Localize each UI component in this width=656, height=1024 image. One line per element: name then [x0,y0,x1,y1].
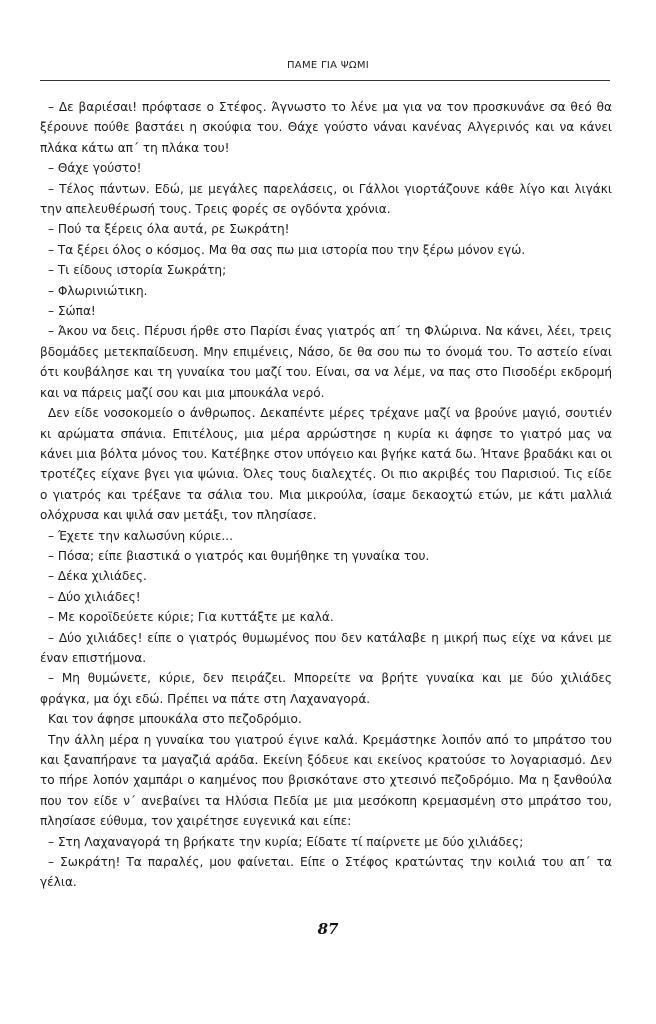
paragraph: – Έχετε την καλωσύνη κύριε... [48,528,233,543]
paragraph: Και τον άφησε μπουκάλα στο πεζοδρόμιο. [48,712,302,727]
paragraph: – Με κοροϊδεύετε κύριε; Για κυττάξτε με καλά. [48,610,334,625]
paragraph: – Τι είδους ιστορία Σωκράτη; [48,263,227,278]
body-text [40,97,612,893]
paragraph: – Σώπα! [48,304,96,319]
paragraph: – Πόσα; είπε βιαστικά ο γιατρός και θυμήθηκε τη γυναίκα του. [48,548,430,563]
paragraph: – Δύο χιλιάδες! είπε ο γιατρός θυμωμένος που δεν κατάλαβε η μικρή πως είχε να κάνει με έναν επιστήμονα. [40,630,612,665]
paragraph: – Φλωρινιώτικη. [48,283,148,298]
paragraph: – Δε βαριέσαι! πρόφτασε ο Στέφος. Άγνωστο το λένε μα για να τον προσκυνάνε σα θεό θα ξέρουνε πούθε βαστάει η σκούφια του. Θάχε γούστο νάναι κανένας Αλγερινός και να κάνει πλάκα κάτω απ΄ τη πλάκα του! [40,100,612,155]
page-number: 87 [317,920,339,938]
paragraph: – Άκου να δεις. Πέρυσι ήρθε στο Παρίσι ένας γιατρός απ΄ τη Φλώρινα. Να κάνει, λέει, τρεις βδομάδες μετεκπαίδευση. Μην επιμένεις, Νάσο, δε θα σου πω το όνομά του. Το αστείο είναι ότι κουβάλησε και τη γυναίκα του μαζί του. Είναι, σα να λέμε, να πας στο Πισοδέρι εκδρομή και να πάρεις μαζί σου και μια μπουκάλα νερό. [40,324,612,400]
paragraph: – Τα ξέρει όλος ο κόσμος. Μα θα σας πω μια ιστορία που την ξέρω μόνον εγώ. [48,242,526,257]
paragraph: – Θάχε γούστο! [48,161,142,176]
paragraph: – Τέλος πάντων. Εδώ, με μεγάλες παρελάσεις, οι Γάλλοι γιορτάζουνε κάθε λίγο και λιγάκι την απελευθέρωσή τους. Τρεις φορές σε ογδόντα χρόνια. [40,181,612,217]
running-head: ΠΑΜΕ ΓΙΑ ΨΩΜΙ [286,60,369,71]
header-rule [40,80,610,81]
paragraph: Δεν είδε νοσοκομείο ο άνθρωπος. Δεκαπέντε μέρες τρέχανε μαζί να βρούνε μαγιό, σουτιέν κι αρώματα σπάνια. Επιτέλους, μια μέρα αρρώστησε η κυρία κι άφησε το γιατρό μας να κάνει μια βόλτα μόνος του. Κατέβηκε στον υπόγειο και βγήκε κατά δω. Ήτανε βραδάκι και οι τροτέζες είχανε βγει για ψώνια. Όλες τους διαλεχτές. Οι πιο ακριβές του Παρισιού. Τις είδε ο γιατρός και τρέξανε τα σάλια του. Μια μικρούλα, ίσαμε δεκαοχτώ ετών, με κάτι μαλλιά ολόχρυσα και ψιλά σαν μετάξι, τον πλησίασε. [40,406,612,523]
paragraph: – Σωκράτη! Τα παραλές, μου φαίνεται. Είπε ο Στέφος κρατώντας την κοιλιά του απ΄ τα γέλια. [40,855,612,890]
paragraph: – Δέκα χιλιάδες. [48,569,147,584]
paragraph: – Στη Λαχαναγορά τη βρήκατε την κυρία; Είδατε τί παίρνετε με δύο χιλιάδες; [48,834,524,849]
paragraph: Την άλλη μέρα η γυναίκα του γιατρού έγινε καλά. Κρεμάστηκε λοιπόν από το μπράτσο του και ξαναπήρανε τα μαγαζιά αράδα. Εκείνη ξόδευε και εκείνος κρατούσε το λογαριασμό. Δεν το πήρε λοπόν χαμπάρι ο καημένος που βρισκότανε στο χτεσινό πεζοδρόμιο. Μα η ξανθούλα που τον είδε ν΄ ανεβαίνει τα Ηλύσια Πεδία με μια μεσόκοπη κρεμασμένη στο μπράτσο του, πλησίασε εύθυμα, τον χαιρέτησε ευγενικά και είπε: [40,732,612,829]
paragraph: – Πού τα ξέρεις όλα αυτά, ρε Σωκράτη! [48,222,290,237]
paragraph: – Δύο χιλιάδες! [48,589,141,604]
paragraph: – Μη θυμώνετε, κύριε, δεν πειράζει. Μπορείτε να βρήτε γυναίκα και με δύο χιλιάδες φράγκα, μα όχι εδώ. Πρέπει να πάτε στη Λαχαναγορά. [40,671,612,706]
